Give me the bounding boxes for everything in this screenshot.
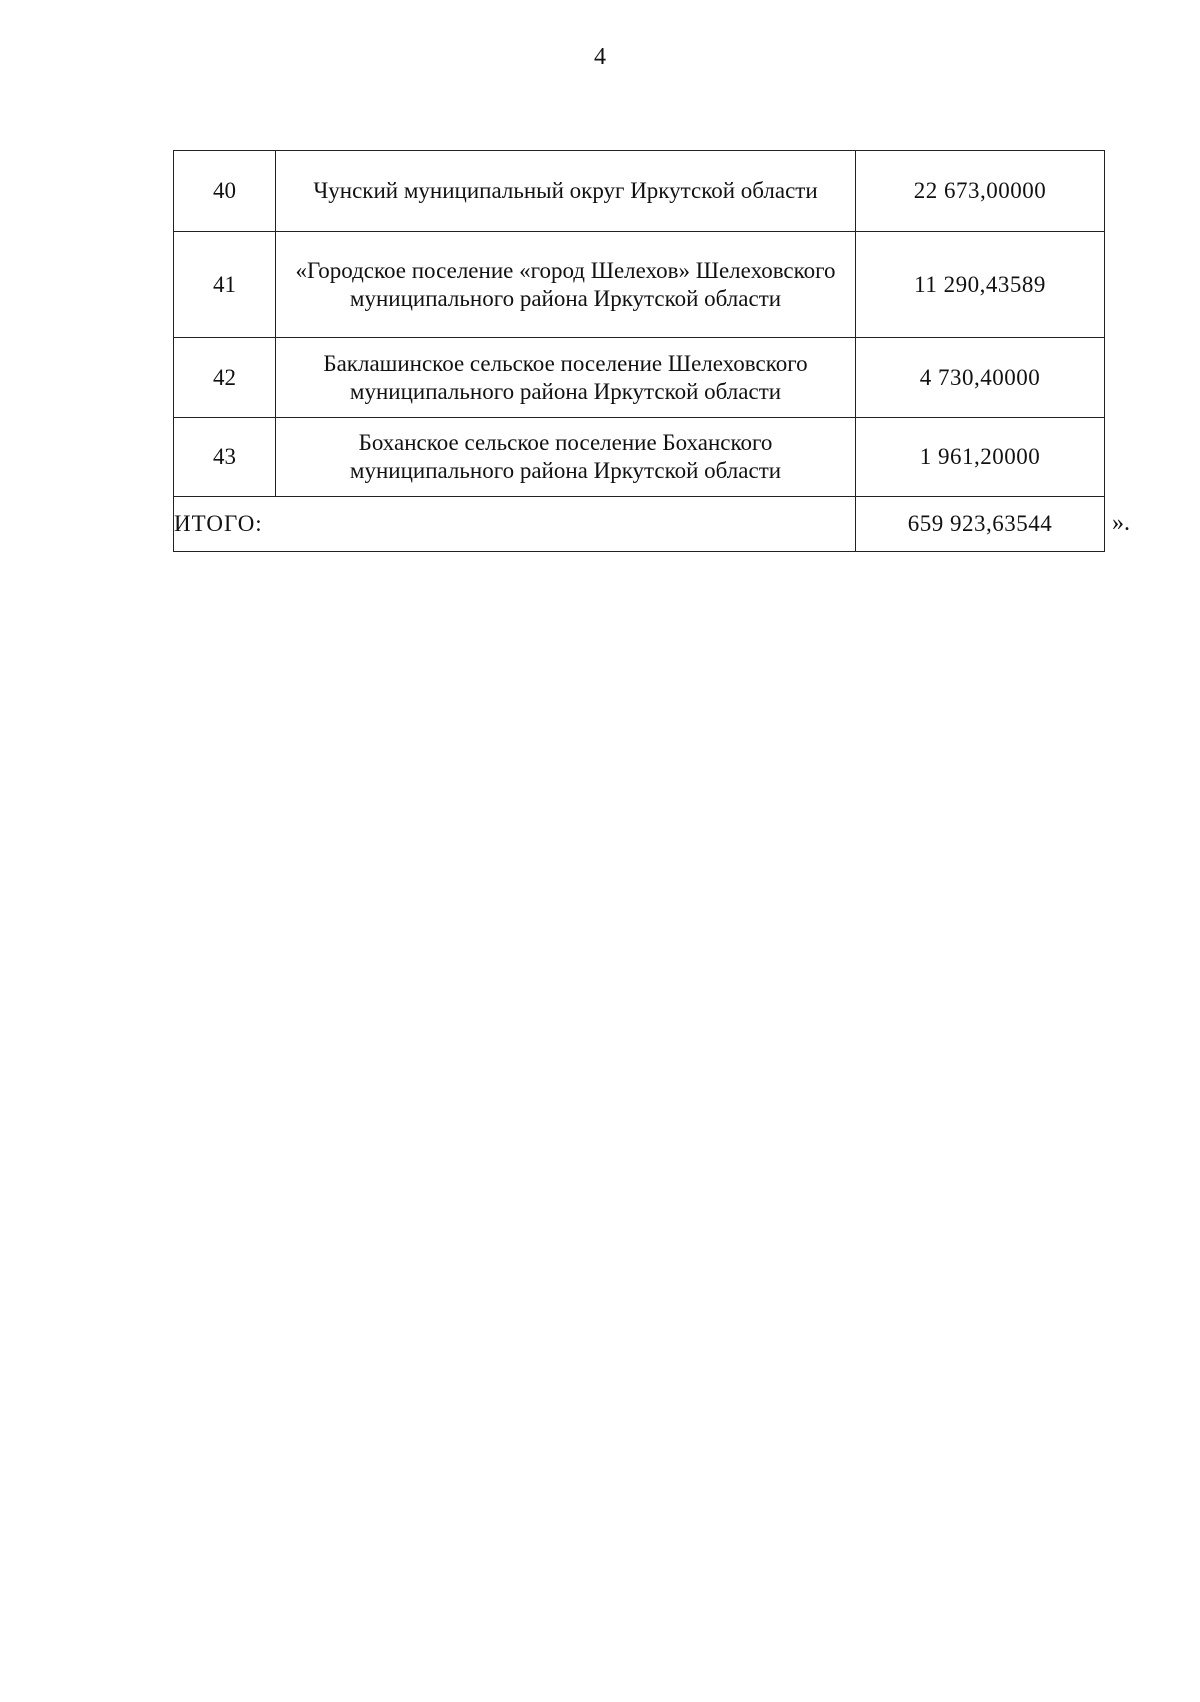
row-number: 42 [174,338,276,418]
page-number: 4 [594,44,606,70]
municipality-name: Боханское сельское поселение Боханского муниципального района Иркутской области [276,418,856,497]
row-number: 43 [174,418,276,497]
amount: 1 961,20000 [856,418,1105,497]
closing-quote-mark: ». [1112,510,1130,536]
table-row [174,151,1105,232]
allocation-table [173,150,1105,552]
total-row [174,497,1105,552]
municipality-name: «Городское поселение «город Шелехов» Шелеховского муниципального района Иркутской области [276,232,856,338]
amount: 11 290,43589 [856,232,1105,338]
municipality-name: Баклашинское сельское поселение Шелеховского муниципального района Иркутской области [276,338,856,418]
amount: 22 673,00000 [856,151,1105,232]
table-row [174,418,1105,497]
row-number: 40 [174,151,276,232]
total-label: ИТОГО: [174,497,856,552]
table-row [174,232,1105,338]
amount: 4 730,40000 [856,338,1105,418]
total-amount: 659 923,63544 [856,497,1105,552]
table-row [174,338,1105,418]
municipality-name: Чунский муниципальный округ Иркутской области [276,151,856,232]
row-number: 41 [174,232,276,338]
